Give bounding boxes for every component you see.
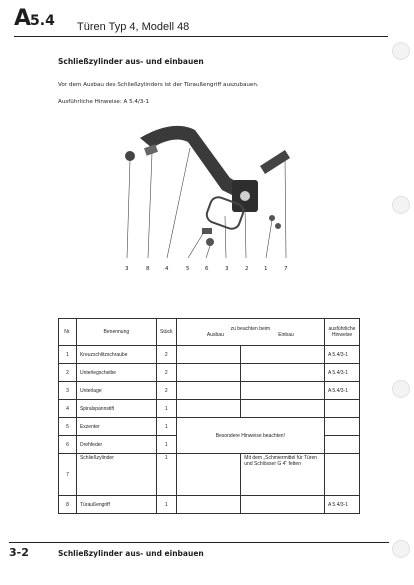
header-rule [14, 36, 388, 37]
callout-number: 3 [225, 266, 229, 272]
special-note: Besondere Hinweise beachten! [176, 418, 324, 454]
header-beachten [176, 319, 324, 346]
washer-drawing [144, 144, 158, 156]
header-einbau: Einbau [278, 332, 294, 338]
header-stueck: Stück [156, 319, 176, 346]
parts-table [58, 318, 360, 514]
header-ausbau: Ausbau [206, 332, 224, 338]
header-beachten-label: zu beachten beim [230, 326, 271, 332]
callout-number: 8 [146, 266, 150, 272]
header-benennung: Benennung [76, 319, 156, 346]
callout-number: 6 [205, 266, 209, 272]
section-subtitle: Schließzylinder aus- und einbauen [58, 57, 204, 66]
header-hinweise: ausführliche Hinweise [324, 319, 359, 346]
punch-hole [392, 42, 410, 60]
table-row: 1 Kreuzschlitzschraube 2 A 5.4/3-1 [59, 346, 360, 364]
callout-number: 4 [165, 266, 169, 272]
table-row: 4 Spiralspannstift 1 [59, 400, 360, 418]
footer-title: Schließzylinder aus- und einbauen [58, 549, 204, 558]
punch-hole [392, 196, 410, 214]
door-handle-drawing [140, 126, 248, 200]
spring-drawing [206, 238, 214, 246]
table-header-row [59, 319, 360, 346]
callout-number: 1 [264, 266, 268, 272]
table-row: 3 Unterlage 2 A 5.4/3-1 [59, 382, 360, 400]
punch-hole [392, 380, 410, 398]
callout-number: 3 [125, 266, 129, 272]
header-nr: Nr. [59, 319, 77, 346]
screw-drawing [125, 151, 135, 161]
einbau-note-7: Mit dem „Schmiermittel für Türen und Schlösser G 4“ fetten [241, 454, 325, 496]
callout-number: 7 [284, 266, 288, 272]
punch-hole [392, 540, 410, 558]
table-row: 6 Drehfeder 1 [59, 436, 360, 454]
intro-text: Vor dem Ausbau des Schließzylinders ist der Türaußengriff auszubauen. [58, 82, 259, 88]
lock-cylinder-drawing [260, 150, 290, 174]
page-title: Türen Typ 4, Modell 48 [77, 21, 190, 33]
page-number: 3-2 [9, 546, 29, 559]
table-row: 7 Schließzylinder 1 Mit dem „Schmiermittel für Türen und Schlösser G 4“ fetten [59, 454, 360, 496]
table-row: 8 Türaußengriff 1 A 5.4/3-1 [59, 496, 360, 514]
reference-text: Ausführliche Hinweise: A 5.4/3-1 [58, 99, 150, 105]
table-row: 2 Unterlegscheibe 2 A 5.4/3-1 [59, 364, 360, 382]
callout-number: 2 [245, 266, 249, 272]
callout-number: 5 [186, 266, 190, 272]
table-row: 5 Exzenter 1 Besondere Hinweise beachten! [59, 418, 360, 436]
section-code: A5.4 [14, 6, 55, 31]
footer-rule [9, 542, 389, 543]
exploded-parts-illustration [100, 108, 330, 268]
